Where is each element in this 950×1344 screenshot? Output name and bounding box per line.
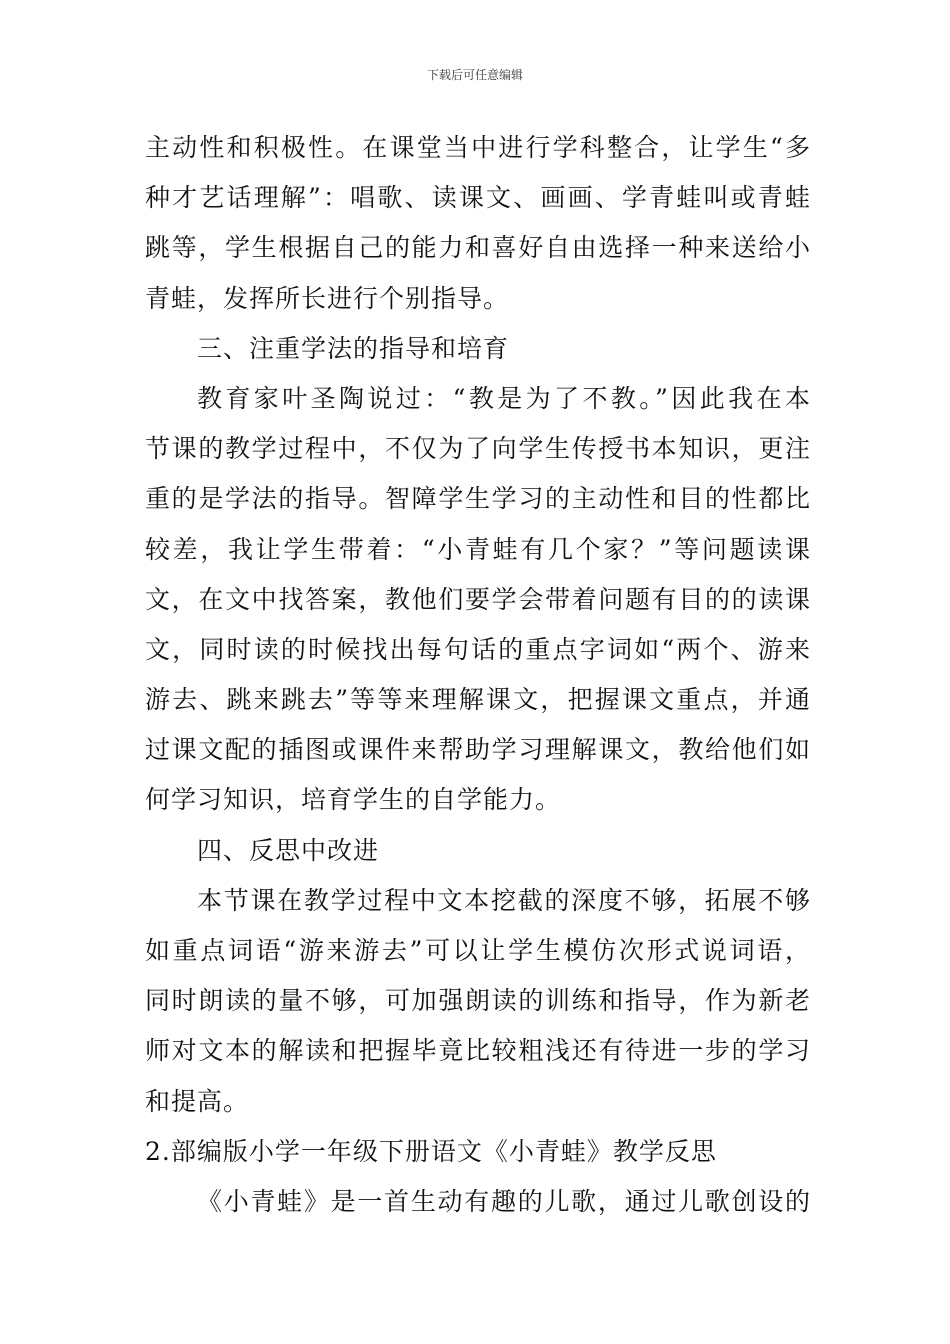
section-heading: 四、反思中改进 <box>197 835 380 865</box>
text-line: 如重点词语“游来游去”可以让学生模仿次形式说词语， <box>145 936 810 965</box>
text-line: 游去、跳来跳去”等等来理解课文，把握课文重点，并通 <box>145 685 810 715</box>
text-line: 本节课在教学过程中文本挖截的深度不够，拓展不够 <box>197 885 810 915</box>
text-line: 同时朗读的量不够，可加强朗读的训练和指导，作为新老 <box>145 986 810 1016</box>
text-line: 重的是学法的指导。智障学生学习的主动性和目的性都比 <box>145 484 810 514</box>
text-line: 青蛙，发挥所长进行个别指导。 <box>145 283 510 313</box>
text-line: 文，在文中找答案，教他们要学会带着问题有目的的读课 <box>145 584 810 614</box>
text-line: 何学习知识，培育学生的自学能力。 <box>145 785 562 815</box>
text-line: 过课文配的插图或课件来帮助学习理解课文，教给他们如 <box>145 735 810 765</box>
text-line: 和提高。 <box>145 1086 250 1116</box>
text-line: 教育家叶圣陶说过：“教是为了不教。”因此我在本 <box>197 383 810 413</box>
text-line: 师对文本的解读和把握毕竟比较粗浅还有待进一步的学习 <box>145 1036 810 1066</box>
document-title: 2.部编版小学一年级下册语文《小青蛙》教学反思 <box>145 1136 717 1166</box>
text-line: 主动性和积极性。在课堂当中进行学科整合，让学生“多 <box>145 133 810 162</box>
text-line: 跳等，学生根据自己的能力和喜好自由选择一种来送给小 <box>145 233 810 263</box>
page-header: 下载后可任意编辑 <box>426 68 523 82</box>
text-line: 节课的教学过程中，不仅为了向学生传授书本知识，更注 <box>145 434 810 464</box>
section-heading: 三、注重学法的指导和培育 <box>197 333 510 363</box>
text-line: 文，同时读的时候找出每句话的重点字词如“两个、游来 <box>145 634 810 664</box>
document-body <box>145 123 810 1227</box>
text-line: 种才艺话理解”：唱歌、读课文、画画、学青蛙叫或青蛙 <box>145 183 810 213</box>
text-line: 《小青蛙》是一首生动有趣的儿歌，通过儿歌创设的 <box>197 1186 810 1216</box>
text-line: 较差，我让学生带着：“小青蛙有几个家？”等问题读课 <box>145 534 810 564</box>
